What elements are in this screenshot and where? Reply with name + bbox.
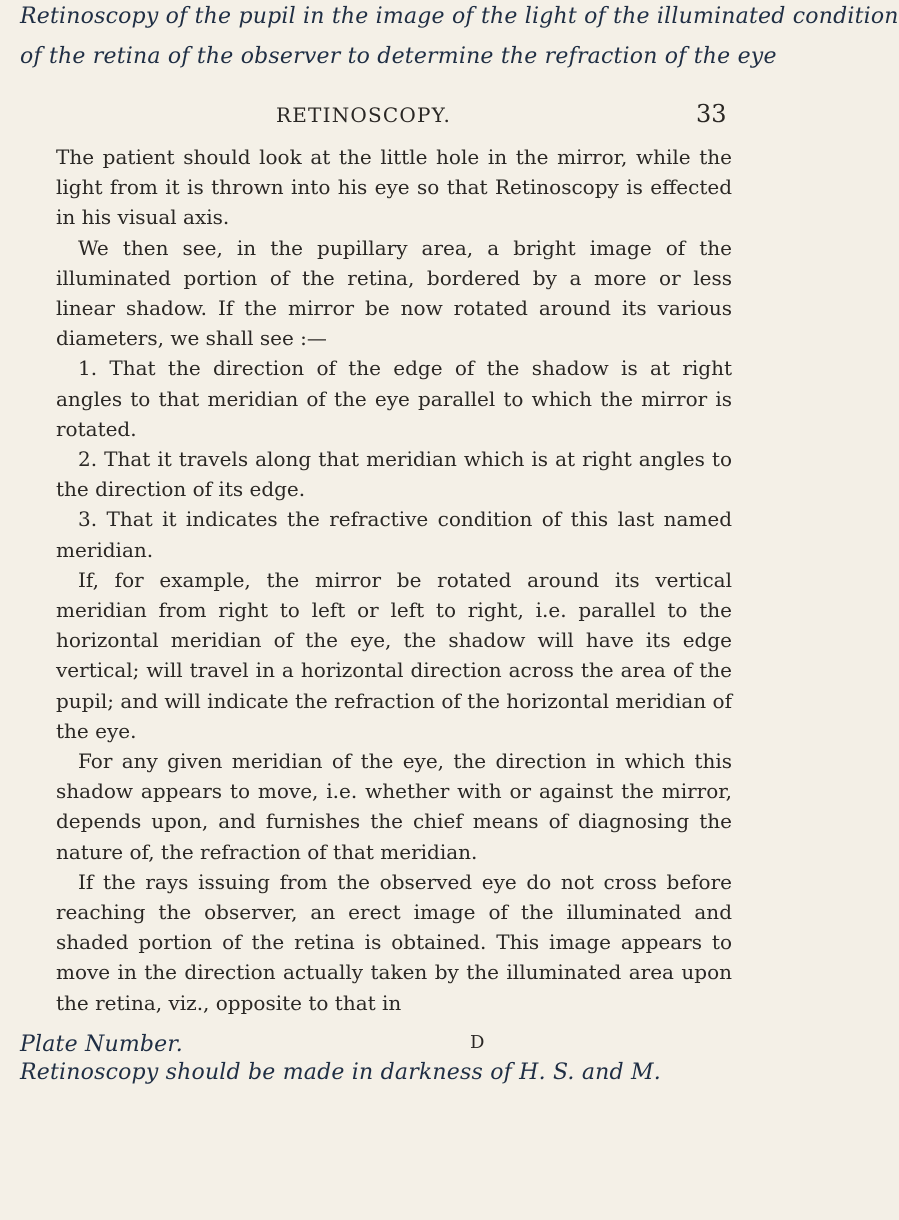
running-head: RETINOSCOPY.: [276, 103, 452, 127]
paragraph-3: 1. That the direction of the edge of the shadow is at right angles to that meridian of the eye parallel to which the mirror is rotated.: [56, 356, 732, 441]
paragraph-2: We then see, in the pupillary area, a bright image of the illuminated portion of the retina, bordered by a more or less linear shadow. If the mirror be now rotated around its various diameters, we shall see :—: [56, 235, 732, 351]
page-header: [0, 100, 800, 130]
handwritten-note-bottom-1: Plate Number.: [20, 1032, 183, 1057]
paragraph-6: If, for example, the mirror be rotated around its vertical meridian from right to left or left to right, i.e. parallel to the horizontal meridian of the eye, the shadow will have its edge vertical; will travel in a horizontal direction across the area of the pupil; and will indicate the refraction of the horizontal meridian of the eye.: [56, 567, 732, 743]
body-text: [56, 142, 732, 1018]
paragraph-1: The patient should look at the little hole in the mirror, while the light from it is thrown into his eye so that Retinoscopy is effected in his visual axis.: [56, 145, 732, 230]
handwritten-note-bottom-2: Retinoscopy should be made in darkness of H. S. and M.: [20, 1060, 661, 1085]
handwritten-note-top-1: Retinoscopy of the pupil in the image of the light of the illuminated condition: [20, 4, 899, 29]
handwritten-note-top-2: of the retina of the observer to determine the refraction of the eye: [20, 44, 777, 69]
paragraph-5: 3. That it indicates the refractive condition of this last named meridian.: [56, 507, 732, 562]
paragraph-7: For any given meridian of the eye, the direction in which this shadow appears to move, i.e. whether with or against the mirror, depends upon, and furnishes the chief means of diagnosing the nature of, the refraction of that meridian.: [56, 749, 732, 864]
signature-mark: D: [470, 1032, 485, 1053]
paragraph-8: If the rays issuing from the observed eye do not cross before reaching the observer, an erect image of the illuminated and shaded portion of the retina is obtained. This image appears to move in the direction actually taken by the illuminated area upon the retina, viz., opposite to that in: [56, 869, 732, 1015]
page-number: 33: [696, 100, 727, 128]
paragraph-4: 2. That it travels along that meridian which is at right angles to the direction of its edge.: [56, 447, 732, 502]
